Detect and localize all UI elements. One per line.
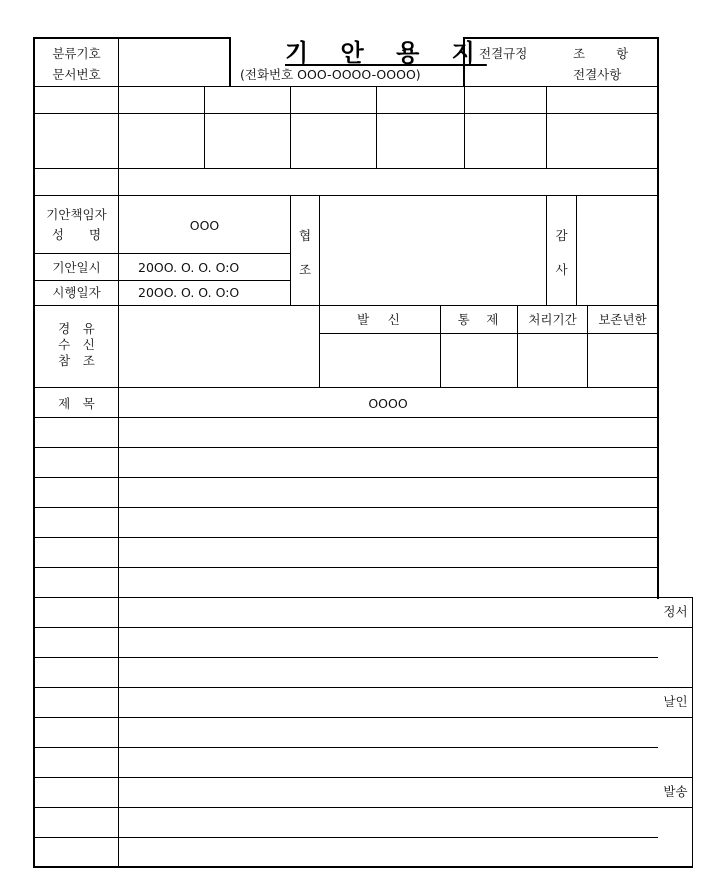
subject-value: OOOO — [368, 396, 408, 411]
coop-left-vline — [290, 195, 291, 306]
seal-label: 날인 — [663, 694, 688, 709]
audit-right-vline — [576, 195, 577, 306]
approval-item-label: 전결사항 — [573, 67, 622, 82]
body-row-line — [33, 687, 693, 688]
send-label: 발 신 — [357, 312, 403, 327]
grid-vline-546 — [546, 86, 547, 169]
phone-number: (전화번호 OOO-OOOO-OOOO) — [240, 67, 421, 82]
side-row-line — [657, 807, 693, 808]
cooperation-label-1: 협 — [298, 228, 312, 243]
reference-label: 참 조 — [58, 353, 95, 368]
body-row-line — [33, 537, 658, 538]
coop-right-vline — [319, 195, 320, 388]
row-line-195 — [33, 195, 658, 196]
body-row-line — [33, 417, 658, 418]
frame-top-left — [33, 37, 230, 39]
row-line-305 — [33, 305, 658, 306]
exec-date-value: 20OO. O. O. O:O — [138, 285, 240, 300]
row-line-253 — [33, 253, 291, 254]
header-left-vline — [118, 37, 119, 87]
row-line-280 — [33, 280, 291, 281]
fair-copy-label: 정서 — [663, 604, 688, 619]
row-line-333 — [319, 333, 658, 334]
body-row-line — [33, 627, 658, 628]
drafter-name-value: OOO — [189, 218, 220, 233]
side-right-border — [692, 598, 693, 868]
audit-label-2: 사 — [555, 262, 568, 277]
side-row-line — [657, 627, 693, 628]
doc-number-label: 문서번호 — [52, 67, 101, 82]
row-line-113 — [33, 113, 658, 114]
header-title-left-vline — [229, 37, 231, 87]
article-label: 조 항 — [573, 46, 631, 61]
via-label: 경 유 — [58, 321, 95, 336]
label-column-vline — [118, 86, 119, 867]
frame-left — [33, 37, 35, 868]
body-row-line — [33, 567, 658, 568]
retention-label: 보존년한 — [598, 312, 647, 327]
row-line-168 — [33, 168, 658, 169]
form-title: 기 안 용 지 — [285, 39, 487, 67]
row-line-87 — [33, 86, 658, 87]
draft-date-label: 기안일시 — [52, 260, 101, 275]
grid-vline-204 — [204, 86, 205, 169]
responsible-label: 기안책임자 — [46, 207, 107, 222]
audit-left-vline — [546, 195, 547, 306]
processing-period-label: 처리기간 — [528, 312, 577, 327]
body-row-line — [33, 777, 693, 778]
body-row-line — [33, 717, 658, 718]
body-row-line — [33, 477, 658, 478]
body-row-line — [33, 747, 658, 748]
dispatch-label: 발송 — [663, 784, 688, 799]
body-row-line — [33, 447, 658, 448]
name-label: 성 명 — [51, 227, 102, 242]
body-row-line — [33, 807, 658, 808]
frame-bottom — [33, 866, 693, 868]
row-line-387 — [33, 387, 658, 388]
exec-date-label: 시행일자 — [52, 285, 101, 300]
draft-date-value: 20OO. O. O. O:O — [138, 260, 240, 275]
frame-top-right — [464, 37, 659, 39]
audit-label-1: 감 — [555, 228, 568, 243]
control-label: 통 제 — [457, 312, 501, 327]
body-row-line — [33, 597, 693, 598]
side-row-line — [657, 717, 693, 718]
subject-label: 제 목 — [58, 396, 95, 411]
frame-right — [657, 37, 659, 599]
body-row-line — [33, 837, 658, 838]
class-code-label: 분류기호 — [52, 46, 101, 61]
grid-vline-291 — [290, 86, 291, 169]
body-row-line — [33, 657, 658, 658]
grid-vline-377 — [376, 86, 377, 169]
cooperation-label-2: 조 — [298, 262, 312, 277]
grid-vline-464 — [464, 86, 465, 169]
recipient-label: 수 신 — [58, 337, 95, 352]
body-row-line — [33, 507, 658, 508]
approval-rule-label: 전결규정 — [479, 46, 528, 61]
